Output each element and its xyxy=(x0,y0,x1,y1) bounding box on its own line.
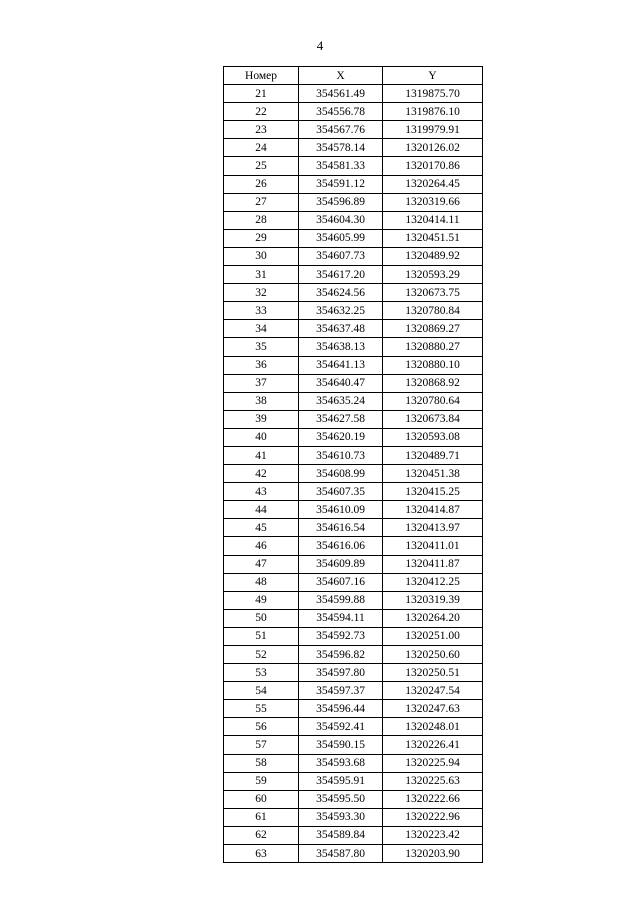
cell-y: 1320868.92 xyxy=(383,374,483,392)
table-row xyxy=(224,682,483,700)
cell-x: 354595.91 xyxy=(299,772,383,790)
cell-number: 59 xyxy=(224,772,299,790)
cell-x: 354556.78 xyxy=(299,103,383,121)
cell-y: 1320414.11 xyxy=(383,211,483,229)
cell-y: 1320264.45 xyxy=(383,175,483,193)
cell-number: 25 xyxy=(224,157,299,175)
cell-number: 34 xyxy=(224,320,299,338)
cell-number: 42 xyxy=(224,465,299,483)
cell-x: 354567.76 xyxy=(299,121,383,139)
table-row xyxy=(224,446,483,464)
table-row xyxy=(224,410,483,428)
cell-x: 354597.80 xyxy=(299,664,383,682)
cell-x: 354607.16 xyxy=(299,573,383,591)
cell-y: 1320780.64 xyxy=(383,392,483,410)
cell-x: 354616.06 xyxy=(299,537,383,555)
table-row xyxy=(224,428,483,446)
cell-x: 354596.82 xyxy=(299,646,383,664)
cell-number: 31 xyxy=(224,266,299,284)
cell-number: 63 xyxy=(224,845,299,863)
header-number: Номер xyxy=(224,67,299,85)
cell-number: 49 xyxy=(224,591,299,609)
header-x: X xyxy=(299,67,383,85)
cell-x: 354604.30 xyxy=(299,211,383,229)
cell-y: 1320780.84 xyxy=(383,302,483,320)
cell-number: 54 xyxy=(224,682,299,700)
table-row xyxy=(224,808,483,826)
table-header-row xyxy=(224,67,483,85)
cell-x: 354616.54 xyxy=(299,519,383,537)
cell-x: 354561.49 xyxy=(299,85,383,103)
cell-number: 36 xyxy=(224,356,299,374)
table-row xyxy=(224,193,483,211)
cell-number: 44 xyxy=(224,501,299,519)
header-y: Y xyxy=(383,67,483,85)
cell-x: 354605.99 xyxy=(299,229,383,247)
table-row xyxy=(224,338,483,356)
cell-number: 33 xyxy=(224,302,299,320)
cell-number: 62 xyxy=(224,826,299,844)
cell-y: 1320223.42 xyxy=(383,826,483,844)
table-row xyxy=(224,320,483,338)
cell-x: 354641.13 xyxy=(299,356,383,374)
cell-number: 24 xyxy=(224,139,299,157)
table-row xyxy=(224,736,483,754)
cell-number: 60 xyxy=(224,790,299,808)
cell-number: 43 xyxy=(224,483,299,501)
table-row xyxy=(224,302,483,320)
coordinates-table xyxy=(223,66,483,863)
table-row xyxy=(224,501,483,519)
cell-number: 39 xyxy=(224,410,299,428)
cell-number: 55 xyxy=(224,700,299,718)
cell-number: 21 xyxy=(224,85,299,103)
table-row xyxy=(224,519,483,537)
cell-y: 1320222.66 xyxy=(383,790,483,808)
table-row xyxy=(224,465,483,483)
table-row xyxy=(224,103,483,121)
cell-y: 1320264.20 xyxy=(383,609,483,627)
cell-number: 23 xyxy=(224,121,299,139)
cell-x: 354595.50 xyxy=(299,790,383,808)
table-row xyxy=(224,537,483,555)
cell-x: 354607.35 xyxy=(299,483,383,501)
table-row xyxy=(224,247,483,265)
cell-number: 22 xyxy=(224,103,299,121)
cell-number: 46 xyxy=(224,537,299,555)
cell-number: 51 xyxy=(224,627,299,645)
cell-x: 354610.09 xyxy=(299,501,383,519)
table-row xyxy=(224,609,483,627)
cell-x: 354608.99 xyxy=(299,465,383,483)
cell-y: 1320880.27 xyxy=(383,338,483,356)
table-row xyxy=(224,790,483,808)
cell-y: 1320489.92 xyxy=(383,247,483,265)
cell-y: 1320880.10 xyxy=(383,356,483,374)
cell-x: 354632.25 xyxy=(299,302,383,320)
cell-x: 354587.80 xyxy=(299,845,383,863)
table-row xyxy=(224,157,483,175)
cell-x: 354596.89 xyxy=(299,193,383,211)
cell-number: 28 xyxy=(224,211,299,229)
cell-number: 30 xyxy=(224,247,299,265)
cell-number: 57 xyxy=(224,736,299,754)
table-row xyxy=(224,718,483,736)
cell-x: 354593.30 xyxy=(299,808,383,826)
table-row xyxy=(224,754,483,772)
cell-y: 1320203.90 xyxy=(383,845,483,863)
cell-number: 45 xyxy=(224,519,299,537)
cell-y: 1320247.54 xyxy=(383,682,483,700)
table-row xyxy=(224,392,483,410)
table-row xyxy=(224,356,483,374)
cell-y: 1320414.87 xyxy=(383,501,483,519)
table-row xyxy=(224,175,483,193)
table-body xyxy=(224,85,483,863)
cell-number: 56 xyxy=(224,718,299,736)
table-row xyxy=(224,555,483,573)
cell-y: 1320673.84 xyxy=(383,410,483,428)
cell-x: 354624.56 xyxy=(299,284,383,302)
cell-x: 354610.73 xyxy=(299,446,383,464)
cell-y: 1319876.10 xyxy=(383,103,483,121)
table-row xyxy=(224,85,483,103)
cell-x: 354592.41 xyxy=(299,718,383,736)
cell-x: 354640.47 xyxy=(299,374,383,392)
table-row xyxy=(224,374,483,392)
cell-x: 354620.19 xyxy=(299,428,383,446)
cell-y: 1320126.02 xyxy=(383,139,483,157)
cell-y: 1320170.86 xyxy=(383,157,483,175)
table-row xyxy=(224,139,483,157)
cell-y: 1320412.25 xyxy=(383,573,483,591)
table-row xyxy=(224,483,483,501)
cell-x: 354594.11 xyxy=(299,609,383,627)
cell-y: 1320250.51 xyxy=(383,664,483,682)
cell-x: 354599.88 xyxy=(299,591,383,609)
table-row xyxy=(224,229,483,247)
cell-y: 1320451.38 xyxy=(383,465,483,483)
cell-y: 1320248.01 xyxy=(383,718,483,736)
cell-number: 47 xyxy=(224,555,299,573)
cell-y: 1320247.63 xyxy=(383,700,483,718)
cell-y: 1320226.41 xyxy=(383,736,483,754)
cell-y: 1320593.29 xyxy=(383,266,483,284)
cell-number: 40 xyxy=(224,428,299,446)
cell-x: 354609.89 xyxy=(299,555,383,573)
cell-y: 1320451.51 xyxy=(383,229,483,247)
cell-y: 1320225.63 xyxy=(383,772,483,790)
table-row xyxy=(224,573,483,591)
table-row xyxy=(224,646,483,664)
table-row xyxy=(224,121,483,139)
cell-y: 1320319.66 xyxy=(383,193,483,211)
cell-number: 50 xyxy=(224,609,299,627)
cell-x: 354596.44 xyxy=(299,700,383,718)
table-row xyxy=(224,772,483,790)
table-row xyxy=(224,700,483,718)
cell-y: 1320489.71 xyxy=(383,446,483,464)
cell-y: 1320593.08 xyxy=(383,428,483,446)
table-row xyxy=(224,845,483,863)
cell-y: 1320411.87 xyxy=(383,555,483,573)
cell-x: 354591.12 xyxy=(299,175,383,193)
cell-y: 1320411.01 xyxy=(383,537,483,555)
cell-y: 1319875.70 xyxy=(383,85,483,103)
table-header xyxy=(224,67,483,85)
cell-x: 354635.24 xyxy=(299,392,383,410)
cell-number: 38 xyxy=(224,392,299,410)
cell-number: 29 xyxy=(224,229,299,247)
cell-y: 1320250.60 xyxy=(383,646,483,664)
table-row xyxy=(224,211,483,229)
cell-number: 35 xyxy=(224,338,299,356)
table-row xyxy=(224,826,483,844)
cell-x: 354592.73 xyxy=(299,627,383,645)
cell-y: 1320225.94 xyxy=(383,754,483,772)
cell-number: 61 xyxy=(224,808,299,826)
cell-number: 48 xyxy=(224,573,299,591)
cell-y: 1320415.25 xyxy=(383,483,483,501)
table-row xyxy=(224,591,483,609)
cell-x: 354581.33 xyxy=(299,157,383,175)
table-row xyxy=(224,284,483,302)
cell-number: 41 xyxy=(224,446,299,464)
cell-number: 58 xyxy=(224,754,299,772)
cell-y: 1320869.27 xyxy=(383,320,483,338)
cell-x: 354607.73 xyxy=(299,247,383,265)
table-row xyxy=(224,266,483,284)
cell-x: 354638.13 xyxy=(299,338,383,356)
cell-number: 27 xyxy=(224,193,299,211)
table-row xyxy=(224,627,483,645)
cell-y: 1320319.39 xyxy=(383,591,483,609)
cell-number: 32 xyxy=(224,284,299,302)
cell-y: 1319979.91 xyxy=(383,121,483,139)
cell-number: 26 xyxy=(224,175,299,193)
cell-y: 1320673.75 xyxy=(383,284,483,302)
cell-number: 37 xyxy=(224,374,299,392)
cell-x: 354637.48 xyxy=(299,320,383,338)
cell-x: 354590.15 xyxy=(299,736,383,754)
cell-number: 52 xyxy=(224,646,299,664)
cell-y: 1320251.00 xyxy=(383,627,483,645)
cell-y: 1320413.97 xyxy=(383,519,483,537)
cell-y: 1320222.96 xyxy=(383,808,483,826)
cell-x: 354597.37 xyxy=(299,682,383,700)
page-number: 4 xyxy=(316,38,324,53)
table-row xyxy=(224,664,483,682)
cell-x: 354589.84 xyxy=(299,826,383,844)
cell-x: 354578.14 xyxy=(299,139,383,157)
cell-x: 354593.68 xyxy=(299,754,383,772)
cell-number: 53 xyxy=(224,664,299,682)
cell-x: 354617.20 xyxy=(299,266,383,284)
cell-x: 354627.58 xyxy=(299,410,383,428)
